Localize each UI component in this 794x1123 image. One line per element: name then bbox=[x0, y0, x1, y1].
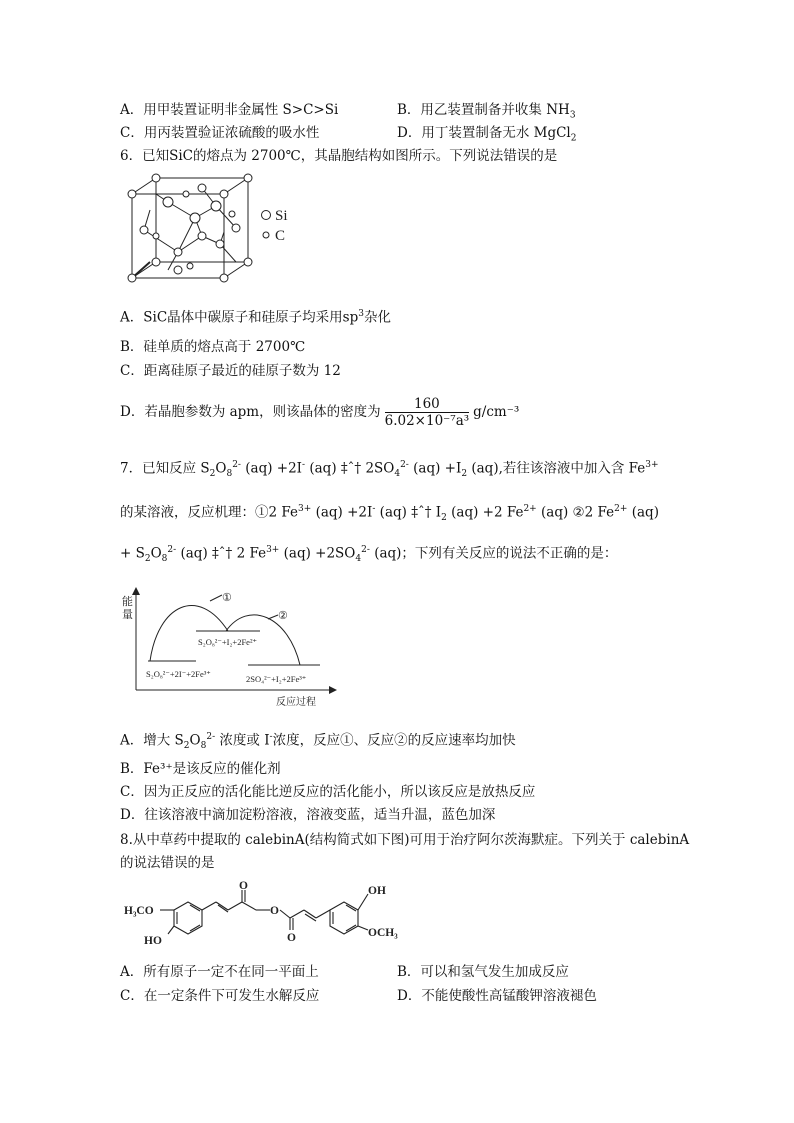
q8-stem-line-1: 8.从中草药中提取的 calebinA(结构简式如下图)可用于治疗阿尔茨海默症。下列关于 calebinA bbox=[120, 832, 690, 848]
q7-option-a: A．增大 $S_2O_8^{2-}$ 浓度或 I-浓度，反应①、反应②的反应速率均加快 bbox=[120, 732, 516, 752]
q8-option-a: A．所有原子一定不在同一平面上 bbox=[120, 964, 319, 980]
q6-option-d: D．若晶胞参数为 apm，则该晶体的密度为 $\frac{160}{\text{6.02×10⁻⁷a³}}$ g/cm⁻³ bbox=[120, 396, 520, 429]
q5-option-b: B．用乙装置制备并收集 $NH_3$ bbox=[397, 102, 576, 121]
y-axis-label-1: 能 bbox=[122, 596, 133, 608]
q7-line-2: 的某溶液，反应机理：①2 $Fe^{3+}$ (aq) +2I- (aq) ‡ˆ† $I_2$ (aq) +2 $Fe^{2+}$ (aq) ②2 $Fe^{2+}$ (aq) bbox=[120, 504, 659, 524]
q6-option-a: A．SiC晶体中碳原子和硅原子均采用$sp^3$杂化 bbox=[120, 309, 391, 326]
h3co-label: H₃CO bbox=[124, 905, 154, 917]
carbonyl-o-label: O bbox=[287, 932, 296, 944]
y-axis-label-2: 量 bbox=[122, 609, 133, 621]
q5-option-d: D．用丁装置制备无水 MgCl$_2$ bbox=[397, 125, 577, 144]
x-axis-label: 反应过程 bbox=[276, 697, 316, 708]
q6-stem: 6．已知SiC的熔点为 2700℃，其晶胞结构如图所示。下列说法错误的是 bbox=[120, 148, 558, 164]
ho-left-label: HO bbox=[144, 935, 162, 947]
q8-option-b: B．可以和氢气发生加成反应 bbox=[397, 964, 569, 980]
energy-profile-diagram bbox=[118, 585, 338, 710]
legend-si-label: Si bbox=[275, 208, 288, 224]
q7-option-d: D．往该溶液中滴加淀粉溶液，溶液变蓝，适当升温，蓝色加深 bbox=[120, 807, 496, 823]
q8-stem-line-2: 的说法错误的是 bbox=[120, 855, 215, 871]
q7-line-3: + $S_2O_8^{2-}$ (aq) ‡ˆ† 2 $Fe^{3+}$ $(aq) +2SO_4^{2-}$ (aq)；下列有关反应的说法不正确的是： bbox=[120, 545, 618, 565]
och3-label: OCH₃ bbox=[368, 927, 398, 939]
q8-option-d: D．不能使酸性高锰酸钾溶液褪色 bbox=[397, 988, 597, 1004]
intermediate-label: S₂O₈²⁻+I₂+2Fe²⁺ bbox=[198, 637, 257, 647]
oh-right-label: OH bbox=[368, 885, 386, 897]
q8-option-c: C．在一定条件下可发生水解反应 bbox=[120, 988, 320, 1004]
q7-line-1: 7．已知反应 $S_2O_8^{2-}$ (aq) +2I- (aq) ‡ˆ† $2SO_4^{2-}$ $(aq) +I_2$ (aq),若往该溶液中加入含 $Fe^{3+}$ bbox=[120, 460, 659, 480]
sic-unit-cell-figure bbox=[120, 170, 310, 285]
q7-option-b: B．Fe³⁺是该反应的催化剂 bbox=[120, 761, 281, 777]
reactant-label: S₂O₈²⁻+2I⁻+2Fe³⁺ bbox=[146, 669, 211, 679]
ester-o-label: O bbox=[270, 905, 279, 917]
calebin-a-structure bbox=[124, 880, 414, 960]
equilibrium-arrow: ‡ˆ† bbox=[340, 460, 362, 477]
product-label: 2SO₄²⁻+I₂+2Fe³⁺ bbox=[246, 674, 307, 684]
q6-option-c: C．距离硅原子最近的硅原子数为 12 bbox=[120, 363, 341, 379]
peak-1-label: ① bbox=[222, 592, 232, 604]
q6-option-b: B．硅单质的熔点高于 2700℃ bbox=[120, 339, 306, 355]
legend-c-label: C bbox=[275, 228, 286, 244]
q7-option-c: C．因为正反应的活化能比逆反应的活化能小，所以该反应是放热反应 bbox=[120, 784, 536, 800]
ketone-o-label: O bbox=[239, 880, 248, 892]
q5-option-a: A．用甲装置证明非金属性 S>C>Si bbox=[120, 102, 339, 118]
density-fraction: $\frac{160}{\text{6.02×10⁻⁷a³}}$ bbox=[384, 396, 470, 429]
peak-2-label: ② bbox=[278, 610, 288, 622]
q5-option-c: C．用丙装置验证浓硫酸的吸水性 bbox=[120, 125, 320, 141]
